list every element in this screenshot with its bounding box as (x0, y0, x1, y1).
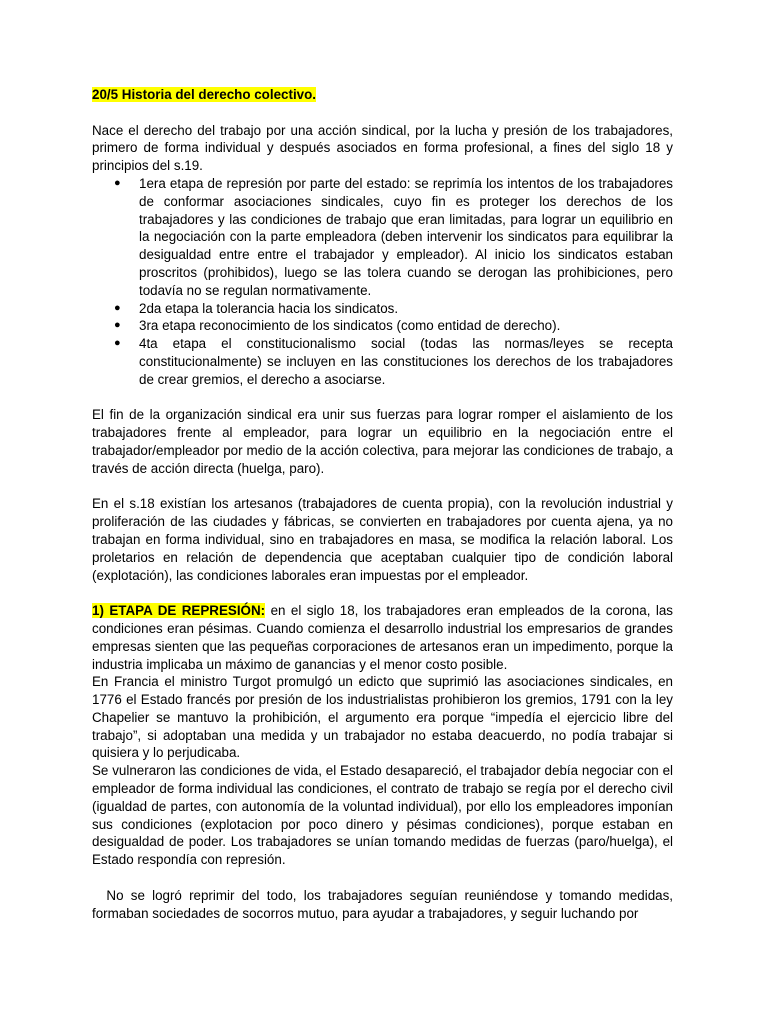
list-item (92, 300, 673, 318)
title-line (92, 86, 673, 104)
list-item (92, 335, 673, 388)
spacer (92, 584, 673, 602)
paragraph-etapa-represion (92, 602, 673, 673)
section-heading-represion: 1) ETAPA DE REPRESIÓN: (92, 603, 266, 619)
spacer (92, 389, 673, 407)
spacer (92, 869, 673, 887)
paragraph-no-se-logro (92, 887, 677, 923)
stage-text: 4ta etapa el constitucionalismo social (todas las normas/leyes se recepta constitucionalmente) se incluyen en las constituciones los derechos de los trabajadores de crear gremios, el derecho a asociarse. (139, 336, 673, 387)
final-text: No se logró reprimir del todo, los trabajadores seguían reuniéndose y tomando medidas, formaban sociedades de socorros mutuo, para ayudar a trabajadores, y seguir luchando por (92, 887, 677, 921)
bullet-icon: ● (114, 319, 121, 332)
paragraph-francia: En Francia el ministro Turgot promulgó un edicto que suprimió las asociaciones sindicales, en 1776 el Estado francés por presión de los industrialistas prohibieron los gremios, 1791 con la ley Chapelier se mantuvo la prohibición, el argumento era porque “impedía el ejercicio libre del trabajo”, si adoptaban una medida y un trabajador no estaba deacuerdo, no podía trabajar si quisiera y lo perjudicaba. (92, 674, 673, 761)
stage-text: 3ra etapa reconocimiento de los sindicatos (como entidad de derecho). (139, 318, 561, 334)
list-item (92, 317, 673, 335)
intro-paragraph: Nace el derecho del trabajo por una acción sindical, por la lucha y presión de los trabajadores, primero de forma individual y después asociados en forma profesional, a fines del siglo 18 y principios del s.19. (92, 122, 673, 174)
stage-text: 2da etapa la tolerancia hacia los sindicatos. (139, 300, 399, 316)
bullet-icon: ● (114, 176, 121, 189)
document-page (92, 86, 677, 922)
paragraph-vulneraron: Se vulneraron las condiciones de vida, el Estado desapareció, el trabajador debía negociar con el empleador de forma individual las condiciones, el contrato de trabajo se regía por el derecho civil (igualdad de partes, con autonomía de la voluntad individual), por ello los empleadores imponían sus condiciones (explotacion por poco dinero y pésimas condiciones), porque estaban en desigualdad de poder. Los trabajadores se unían tomando medidas de fuerzas (paro/huelga), el Estado respondía con represión. (92, 763, 673, 868)
document-title: 20/5 Historia del derecho colectivo. (92, 87, 317, 102)
list-item (92, 175, 673, 300)
paragraph-siglo-18: En el s.18 existían los artesanos (trabajadores de cuenta propia), con la revolución industrial y proliferación de las ciudades y fábricas, se convierten en trabajadores por cuenta ajena, ya no trabajan en forma individual, sino en trabajadores en masa, se modifica la relación laboral. Los proletarios en relación de dependencia que aceptaban cualquier tipo de condición laboral (explotación), las condiciones laborales eran impuestas por el empleador. (92, 496, 673, 583)
represion-text: en el siglo 18, los trabajadores eran empleados de la corona, las condiciones eran pésimas. Cuando comienza el desarrollo industrial los empresarios de grandes empresas sienten que las pequeñas corporaciones de artesanos eran un impedimento, porque la industria implicaba un máximo de ganancias y el menor costo posible. (92, 603, 673, 672)
stage-text: 1era etapa de represión por parte del estado: se reprimía los intentos de los trabajadores de conformar asociaciones sindicales, cuyo fin es proteger los derechos de los trabajadores y las condiciones de trabajo que eran limitadas, para lograr un equilibrio en la negociación con la parte empleadora (deben intervenir los sindicatos para equilibrar la desigualdad entre entre el trabajador y empleador). Al inicio los sindicatos estaban proscritos (prohibidos), luego se las tolera cuando se derogan las prohibiciones, pero todavía no se regulan normativamente. (139, 175, 673, 298)
bullet-icon: ● (114, 301, 121, 314)
spacer (92, 104, 673, 122)
paragraph-fin-organizacion: El fin de la organización sindical era unir sus fuerzas para lograr romper el aislamiento de los trabajadores frente al empleador, para lograr un equilibrio en la negociación entre el trabajador/empleador por medio de la acción colectiva, para mejorar las condiciones de trabajo, a través de acción directa (huelga, paro). (92, 407, 673, 476)
spacer (92, 478, 673, 496)
bullet-icon: ● (114, 337, 121, 350)
stages-list (92, 175, 673, 389)
